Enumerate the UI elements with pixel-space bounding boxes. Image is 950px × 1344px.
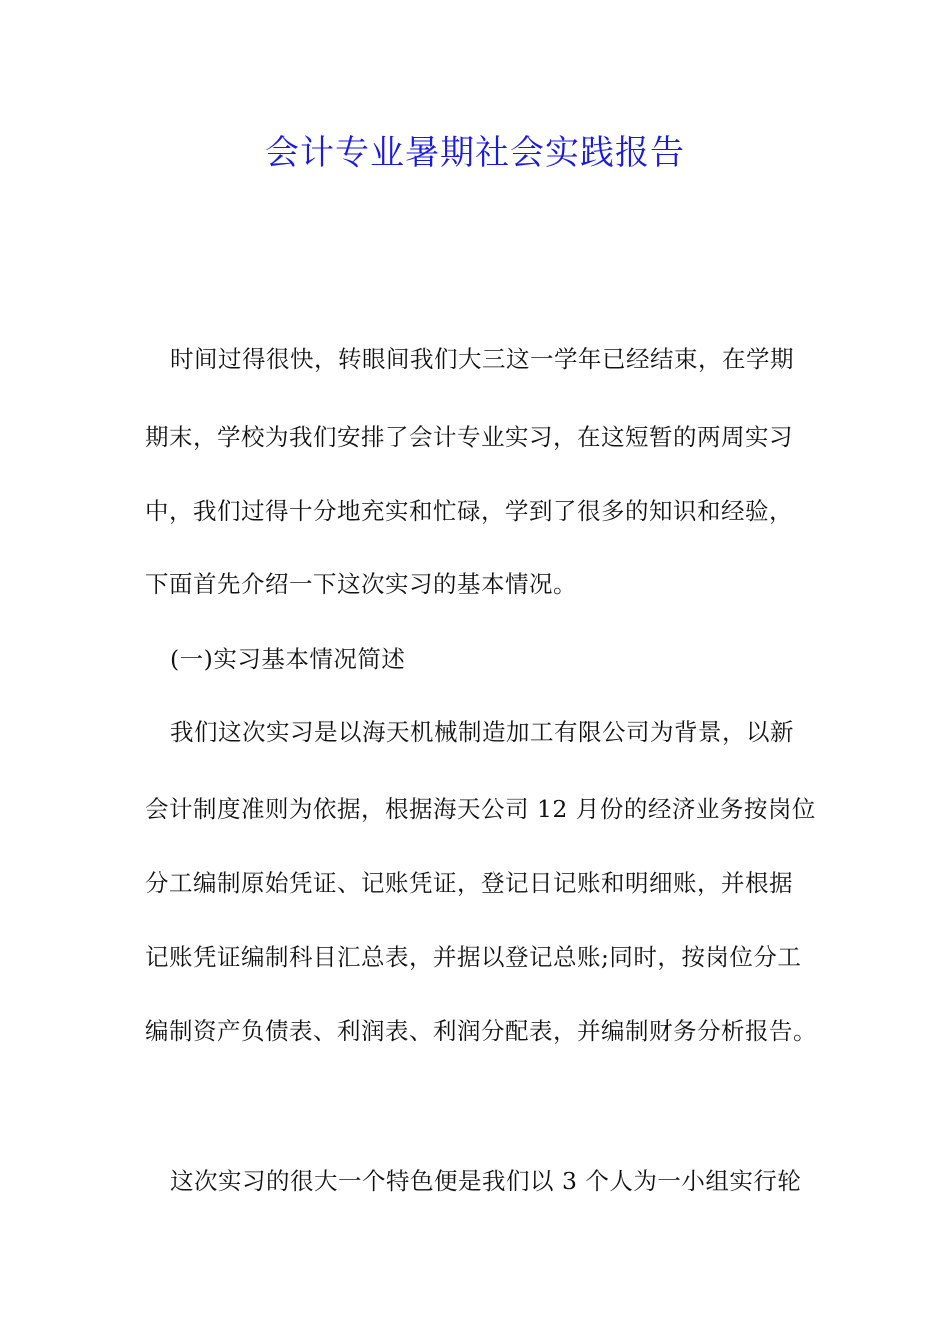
paragraph-2-line-2: 会计制度准则为依据，根据海天公司 12 月份的经济业务按岗位 [145,795,816,823]
paragraph-1-line-1: 时间过得很快，转眼间我们大三这一学年已经结束，在学期 [170,345,794,373]
paragraph-3-line-1: 这次实习的很大一个特色便是我们以 3 个人为一小组实行轮 [170,1167,802,1195]
paragraph-2-line-4: 记账凭证编制科目汇总表，并据以登记总账;同时，按岗位分工 [145,943,802,971]
document-title: 会计专业暑期社会实践报告 [265,133,685,173]
paragraph-1-line-3: 中，我们过得十分地充实和忙碌，学到了很多的知识和经验， [145,497,793,525]
paragraph-2-line-5: 编制资产负债表、利润表、利润分配表，并编制财务分析报告。 [145,1017,817,1045]
paragraph-2-line-3: 分工编制原始凭证、记账凭证，登记日记账和明细账，并根据 [145,869,793,897]
paragraph-1-line-4: 下面首先介绍一下这次实习的基本情况。 [145,570,577,598]
paragraph-2-line-1: 我们这次实习是以海天机械制造加工有限公司为背景，以新 [170,718,794,746]
section-heading: (一)实习基本情况简述 [170,645,406,673]
paragraph-1-line-2: 期末，学校为我们安排了会计专业实习，在这短暂的两周实习 [145,423,793,451]
